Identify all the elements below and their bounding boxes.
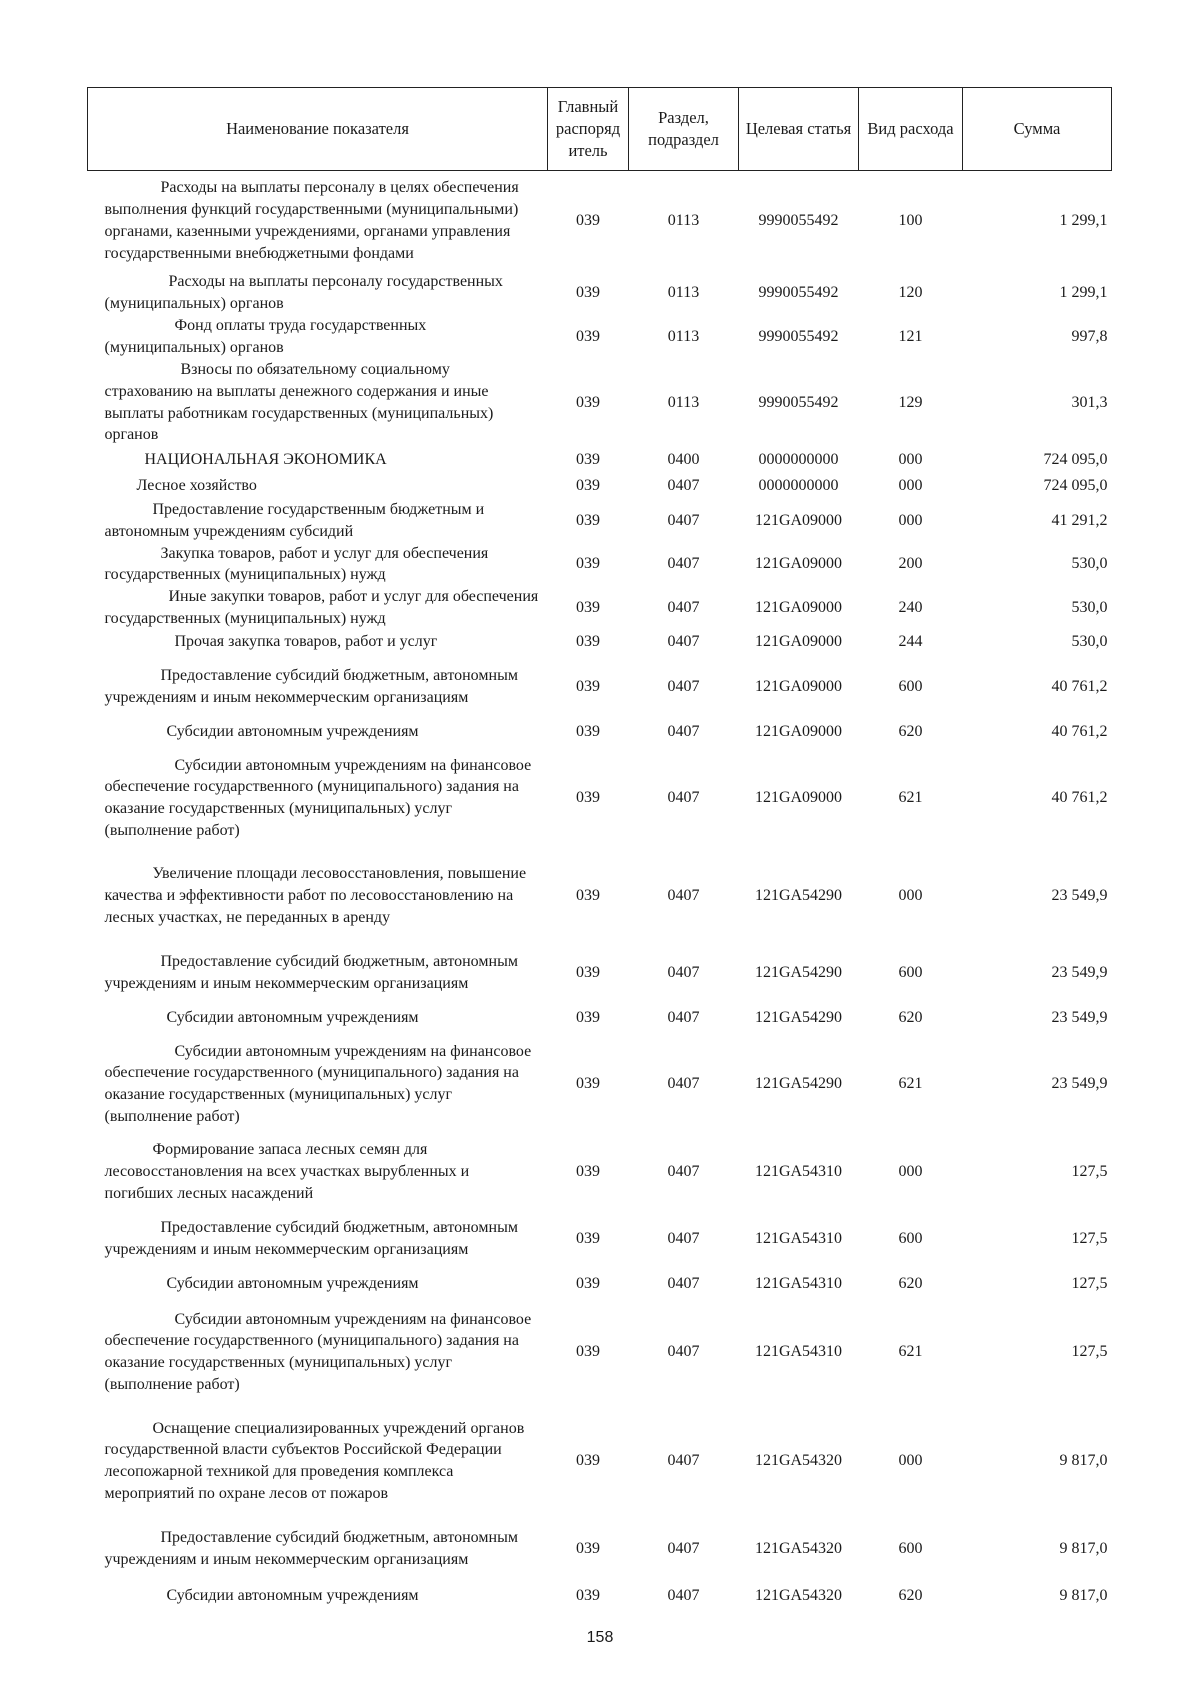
row-cel: 9990055492: [758, 327, 839, 345]
row-gr: 039: [576, 964, 600, 982]
row-razd: 0407: [667, 476, 700, 494]
row-razd: 0407: [667, 1230, 700, 1248]
row-name: Закупка товаров, работ и услуг для обеспечения государственных (муниципальных) нужд: [104, 544, 489, 584]
row-vid: 600: [898, 1540, 923, 1558]
row-sum: 127,5: [1071, 1230, 1108, 1248]
row-name: Субсидии автономным учреждениям: [166, 1587, 419, 1605]
row-razd: 0407: [667, 1275, 700, 1293]
row-sum: 23 549,9: [1051, 964, 1108, 982]
table-row: [88, 1030, 1112, 1138]
header-razd: Раздел, подраздел: [629, 88, 739, 171]
table-row: [88, 852, 1112, 940]
row-vid: 120: [898, 283, 923, 301]
row-name: Прочая закупка товаров, работ и услуг: [174, 633, 438, 651]
row-cel: 121GA09000: [754, 723, 843, 741]
row-gr: 039: [576, 723, 600, 741]
row-cel: 9990055492: [758, 211, 839, 229]
row-gr: 039: [576, 678, 600, 696]
row-gr: 039: [576, 887, 600, 905]
row-gr: 039: [576, 1075, 600, 1093]
row-gr: 039: [576, 1587, 600, 1605]
table-row: [88, 473, 1112, 499]
row-name: НАЦИОНАЛЬНАЯ ЭКОНОМИКА: [144, 450, 387, 468]
row-sum: 724 095,0: [1043, 476, 1108, 494]
row-vid: 240: [898, 599, 923, 617]
row-cel: 121GA09000: [754, 555, 843, 573]
row-gr: 039: [576, 1009, 600, 1027]
table-row: [88, 1206, 1112, 1272]
row-vid: 000: [898, 511, 923, 529]
row-sum: 301,3: [1071, 393, 1108, 411]
row-gr: 039: [576, 1343, 600, 1361]
row-vid: 621: [898, 1343, 923, 1361]
row-vid: 600: [898, 1230, 923, 1248]
row-razd: 0407: [667, 511, 700, 529]
row-razd: 0407: [667, 1075, 700, 1093]
row-razd: 0113: [667, 327, 700, 345]
row-cel: 121GA54320: [754, 1452, 843, 1470]
row-cel: 121GA54320: [754, 1540, 843, 1558]
row-cel: 9990055492: [758, 283, 839, 301]
row-sum: 9 817,0: [1059, 1452, 1108, 1470]
row-gr: 039: [576, 1275, 600, 1293]
row-vid: 000: [898, 1163, 923, 1181]
row-razd: 0407: [667, 1587, 700, 1605]
row-vid: 621: [898, 1075, 923, 1093]
row-gr: 039: [576, 1452, 600, 1470]
row-name: Субсидии автономным учреждениям: [166, 723, 419, 741]
header-vid: Вид расхода: [859, 88, 963, 171]
row-sum: 41 291,2: [1051, 511, 1108, 529]
row-cel: 9990055492: [758, 393, 839, 411]
row-name: Предоставление субсидий бюджетным, автономным учреждениям и иным некоммерческим организациям: [104, 667, 518, 707]
row-razd: 0407: [667, 599, 700, 617]
page-number: 158: [586, 1629, 614, 1646]
row-sum: 23 549,9: [1051, 887, 1108, 905]
row-gr: 039: [576, 789, 600, 807]
row-vid: 600: [898, 678, 923, 696]
row-gr: 039: [576, 1230, 600, 1248]
row-vid: 000: [898, 450, 923, 468]
row-vid: 621: [898, 789, 923, 807]
table-row: [88, 359, 1112, 447]
row-name: Субсидии автономным учреждениям: [166, 1275, 419, 1293]
row-name: Предоставление государственным бюджетным и автономным учреждениям субсидий: [104, 500, 485, 540]
row-sum: 127,5: [1071, 1163, 1108, 1181]
row-name: Оснащение специализированных учреждений органов государственной власти субъектов Российской Федерации лесопожарной техникой для проведения комплекса мероприятий по охране лесов от пожаров: [104, 1419, 525, 1502]
row-name: Предоставление субсидий бюджетным, автономным учреждениям и иным некоммерческим организациям: [104, 953, 518, 993]
row-sum: 127,5: [1071, 1343, 1108, 1361]
row-vid: 100: [898, 211, 923, 229]
row-gr: 039: [576, 633, 600, 651]
row-razd: 0407: [667, 633, 700, 651]
row-razd: 0113: [667, 211, 700, 229]
row-vid: 000: [898, 887, 923, 905]
row-razd: 0407: [667, 1343, 700, 1361]
row-gr: 039: [576, 283, 600, 301]
budget-table: [87, 87, 1112, 1608]
row-vid: 620: [898, 1587, 923, 1605]
row-gr: 039: [576, 1540, 600, 1558]
row-razd: 0407: [667, 723, 700, 741]
row-vid: 620: [898, 723, 923, 741]
row-sum: 1 299,1: [1059, 211, 1108, 229]
row-razd: 0407: [667, 1540, 700, 1558]
row-sum: 530,0: [1071, 633, 1108, 651]
row-vid: 129: [898, 393, 923, 411]
row-gr: 039: [576, 211, 600, 229]
table-row: [88, 1138, 1112, 1206]
row-sum: 997,8: [1071, 327, 1108, 345]
row-name: Субсидии автономным учреждениям на финансовое обеспечение государственного (муниципального) задания на оказание государственных (муниципальных) услуг (выполнение работ): [104, 1042, 532, 1125]
table-row: [88, 1006, 1112, 1030]
row-sum: 530,0: [1071, 599, 1108, 617]
row-razd: 0407: [667, 1452, 700, 1470]
row-gr: 039: [576, 511, 600, 529]
row-sum: 40 761,2: [1051, 789, 1108, 807]
row-cel: 121GA54290: [754, 964, 843, 982]
table-row: [88, 315, 1112, 359]
table-row: [88, 940, 1112, 1006]
table-row: [88, 1272, 1112, 1296]
row-cel: 121GA54320: [754, 1587, 843, 1605]
row-gr: 039: [576, 555, 600, 573]
row-name: Увеличение площади лесовосстановления, повышение качества и эффективности работ по лесовосстановлению на лесных участках, не переданных в аренду: [104, 865, 527, 926]
row-razd: 0407: [667, 789, 700, 807]
row-vid: 620: [898, 1275, 923, 1293]
row-razd: 0407: [667, 964, 700, 982]
table-row: [88, 1296, 1112, 1408]
header-name: Наименование показателя: [88, 88, 548, 171]
row-sum: 40 761,2: [1051, 678, 1108, 696]
row-sum: 40 761,2: [1051, 723, 1108, 741]
row-sum: 9 817,0: [1059, 1540, 1108, 1558]
row-name: Взносы по обязательному социальному страхованию на выплаты денежного содержания и иные выплаты работникам государственных (муниципальных) органов: [104, 360, 494, 444]
row-sum: 9 817,0: [1059, 1587, 1108, 1605]
row-cel: 121GA54310: [754, 1230, 843, 1248]
table-row: [88, 744, 1112, 852]
table-row: [88, 720, 1112, 744]
row-name: Лесное хозяйство: [136, 476, 257, 494]
row-vid: 600: [898, 964, 923, 982]
row-vid: 121: [898, 327, 923, 345]
row-vid: 200: [898, 555, 923, 573]
row-cel: 121GA09000: [754, 599, 843, 617]
header-sum: Сумма: [963, 88, 1112, 171]
row-razd: 0407: [667, 1163, 700, 1181]
table-row: [88, 447, 1112, 473]
row-razd: 0407: [667, 678, 700, 696]
row-sum: 724 095,0: [1043, 450, 1108, 468]
row-cel: 0000000000: [758, 476, 839, 494]
table-row: [88, 543, 1112, 587]
table-row: [88, 171, 1112, 271]
row-cel: 121GA09000: [754, 511, 843, 529]
row-cel: 121GA09000: [754, 789, 843, 807]
table-header-row: [88, 88, 1112, 171]
row-razd: 0407: [667, 1009, 700, 1027]
row-name: Фонд оплаты труда государственных (муниципальных) органов: [104, 316, 427, 356]
row-gr: 039: [576, 327, 600, 345]
table-row: [88, 586, 1112, 630]
row-gr: 039: [576, 393, 600, 411]
row-name: Расходы на выплаты персоналу государственных (муниципальных) органов: [104, 272, 503, 312]
row-gr: 039: [576, 450, 600, 468]
table-row: [88, 1584, 1112, 1608]
header-gr: Главный распоряд итель: [548, 88, 629, 171]
row-razd: 0113: [667, 283, 700, 301]
row-gr: 039: [576, 1163, 600, 1181]
row-cel: 121GA54290: [754, 1009, 843, 1027]
row-cel: 121GA54290: [754, 887, 843, 905]
row-cel: 121GA54290: [754, 1075, 843, 1093]
table-row: [88, 654, 1112, 720]
table-row: [88, 499, 1112, 543]
table-row: [88, 1514, 1112, 1584]
row-gr: 039: [576, 599, 600, 617]
row-sum: 127,5: [1071, 1275, 1108, 1293]
row-cel: 0000000000: [758, 450, 839, 468]
row-name: Предоставление субсидий бюджетным, автономным учреждениям и иным некоммерческим организациям: [104, 1219, 518, 1259]
row-razd: 0407: [667, 555, 700, 573]
row-name: Предоставление субсидий бюджетным, автономным учреждениям и иным некоммерческим организациям: [104, 1529, 518, 1569]
table-row: [88, 1408, 1112, 1514]
row-name: Субсидии автономным учреждениям на финансовое обеспечение государственного (муниципального) задания на оказание государственных (муниципальных) услуг (выполнение работ): [104, 1310, 532, 1393]
row-gr: 039: [576, 476, 600, 494]
header-cel: Целевая статья: [739, 88, 859, 171]
row-name: Расходы на выплаты персоналу в целях обеспечения выполнения функций государственными (муниципальными) органами, казенными учреждениями, органами управления государственными внебюджетными фондами: [104, 179, 519, 262]
row-name: Субсидии автономным учреждениям: [166, 1009, 419, 1027]
row-cel: 121GA54310: [754, 1163, 843, 1181]
table-row: [88, 271, 1112, 315]
row-razd: 0113: [667, 393, 700, 411]
row-cel: 121GA09000: [754, 633, 843, 651]
row-razd: 0400: [667, 450, 700, 468]
row-sum: 1 299,1: [1059, 283, 1108, 301]
row-sum: 23 549,9: [1051, 1009, 1108, 1027]
row-vid: 000: [898, 476, 923, 494]
row-sum: 23 549,9: [1051, 1075, 1108, 1093]
row-cel: 121GA09000: [754, 678, 843, 696]
row-cel: 121GA54310: [754, 1343, 843, 1361]
row-sum: 530,0: [1071, 555, 1108, 573]
row-name: Иные закупки товаров, работ и услуг для обеспечения государственных (муниципальных) нужд: [104, 588, 539, 628]
row-vid: 000: [898, 1452, 923, 1470]
table-row: [88, 630, 1112, 654]
row-name: Субсидии автономным учреждениям на финансовое обеспечение государственного (муниципального) задания на оказание государственных (муниципальных) услуг (выполнение работ): [104, 756, 532, 839]
row-cel: 121GA54310: [754, 1275, 843, 1293]
row-vid: 620: [898, 1009, 923, 1027]
row-name: Формирование запаса лесных семян для лесовосстановления на всех участках вырубленных и погибших лесных насаждений: [104, 1141, 470, 1202]
row-vid: 244: [898, 633, 923, 651]
row-razd: 0407: [667, 887, 700, 905]
